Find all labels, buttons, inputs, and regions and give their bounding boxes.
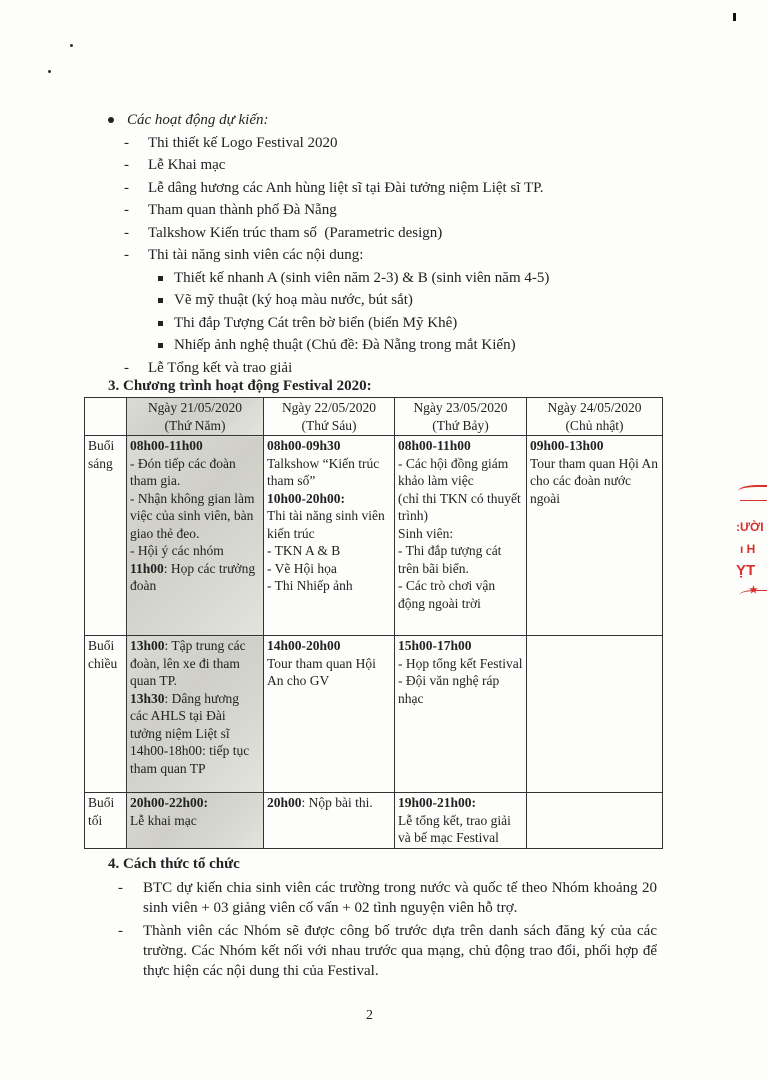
schedule-entry bbox=[267, 455, 391, 490]
morning-row bbox=[85, 436, 663, 636]
session-label: Buổi sáng bbox=[85, 436, 127, 636]
stamp-text: ı H bbox=[740, 542, 756, 556]
schedule-text: - Thi đắp tượng cát trên bãi biển. bbox=[398, 543, 502, 576]
schedule-time: 08h00-09h30 bbox=[267, 438, 341, 453]
evening-row bbox=[85, 793, 663, 849]
schedule-entry bbox=[398, 455, 523, 490]
schedule-cell bbox=[527, 436, 663, 636]
talent-subitem: Nhiếp ảnh nghệ thuật (Chủ đề: Đà Nẵng trong mắt Kiến) bbox=[158, 334, 549, 357]
schedule-entry bbox=[398, 490, 523, 525]
schedule-time: 10h00-20h00: bbox=[267, 490, 346, 506]
schedule-entry bbox=[130, 490, 260, 543]
schedule-time: 09h00-13h00 bbox=[530, 438, 604, 453]
stamp-ring bbox=[738, 485, 767, 497]
session-label: Buổi chiều bbox=[85, 636, 127, 793]
schedule-time: 20h00-22h00: bbox=[130, 795, 209, 810]
schedule-time: 20h00 bbox=[267, 795, 302, 810]
schedule-text: Sinh viên: bbox=[398, 525, 454, 541]
scan-speck bbox=[48, 70, 51, 73]
activity-item: - Talkshow Kiến trúc tham số (Parametric design) bbox=[124, 222, 549, 245]
schedule-entry bbox=[530, 455, 659, 508]
schedule-text: Talkshow “Kiến trúc tham số” bbox=[267, 455, 380, 488]
schedule-entry bbox=[267, 560, 391, 578]
talent-subitem: Vẽ mỹ thuật (ký hoạ màu nước, bút sắt) bbox=[158, 289, 549, 312]
schedule-entry bbox=[398, 525, 523, 543]
schedule-header-row bbox=[85, 398, 663, 436]
session-label: Buổi tối bbox=[85, 793, 127, 849]
schedule-text: - Vẽ Hội họa bbox=[267, 560, 337, 576]
schedule-text: 14h00-18h00: tiếp tục tham quan TP bbox=[130, 743, 250, 776]
schedule-text: : Họp các trưởng đoàn bbox=[130, 560, 256, 593]
header-day: (Chủ nhật) bbox=[565, 417, 624, 433]
schedule-text: - Đội văn nghệ ráp nhạc bbox=[398, 673, 500, 706]
schedule-entry bbox=[530, 437, 659, 455]
schedule-entry bbox=[130, 794, 260, 812]
schedule-body bbox=[85, 436, 663, 849]
section-3-title: 3. Chương trình hoạt động Festival 2020: bbox=[108, 378, 372, 394]
schedule-text: (chỉ thi TKN có thuyết trình) bbox=[398, 490, 521, 523]
scan-speck bbox=[70, 44, 73, 47]
section-4-title: 4. Cách thức tổ chức bbox=[108, 856, 240, 872]
header-date: Ngày 23/05/2020 bbox=[413, 400, 508, 415]
schedule-time: 13h30 bbox=[130, 690, 165, 706]
schedule-entry bbox=[267, 637, 391, 655]
header-date: Ngày 21/05/2020 bbox=[147, 400, 243, 415]
planned-activities bbox=[108, 109, 549, 379]
activity-item bbox=[124, 244, 549, 357]
schedule-entry bbox=[398, 577, 523, 612]
schedule-entry bbox=[267, 542, 391, 560]
schedule-cell bbox=[264, 636, 395, 793]
schedule-cell bbox=[264, 436, 395, 636]
schedule-entry bbox=[398, 637, 523, 655]
schedule-time: 08h00-11h00 bbox=[130, 438, 203, 453]
scan-mark bbox=[733, 13, 736, 21]
schedule-entry bbox=[130, 637, 260, 690]
schedule-entry bbox=[398, 655, 523, 673]
schedule-entry bbox=[398, 812, 523, 847]
header-day: (Thứ Bảy) bbox=[432, 417, 489, 433]
schedule-cell bbox=[127, 636, 264, 793]
corner-cell bbox=[85, 398, 127, 436]
schedule-entry bbox=[130, 542, 260, 560]
schedule-cell bbox=[395, 793, 527, 849]
schedule-text: - Đón tiếp các đoàn tham gia. bbox=[130, 455, 236, 488]
afternoon-row bbox=[85, 636, 663, 793]
schedule-text: : Dâng hương các AHLS tại Đài tưởng niệm Liệt sĩ bbox=[130, 690, 239, 741]
schedule-cell bbox=[395, 636, 527, 793]
schedule-time: 13h00 bbox=[130, 638, 165, 653]
talent-subitem: Thiết kế nhanh A (sinh viên năm 2-3) & B (sinh viên năm 4-5) bbox=[158, 267, 549, 290]
schedule-entry bbox=[398, 672, 523, 707]
activity-item: - Lễ Tổng kết và trao giải bbox=[124, 357, 549, 380]
schedule-time: 11h00 bbox=[130, 560, 164, 576]
schedule-entry bbox=[398, 437, 523, 455]
schedule-text: - Nhận không gian làm việc của sinh viên, bàn giao thẻ đeo. bbox=[130, 490, 255, 541]
activities-heading bbox=[108, 109, 549, 132]
schedule-cell bbox=[127, 793, 264, 849]
schedule-time: 14h00-20h00 bbox=[267, 638, 341, 653]
activity-item: - Tham quan thành phố Đà Nẵng bbox=[124, 199, 549, 222]
date-header bbox=[527, 398, 663, 436]
schedule-time: 15h00-17h00 bbox=[398, 638, 472, 653]
header-date: Ngày 22/05/2020 bbox=[281, 400, 377, 415]
activity-item: - Lễ Khai mạc bbox=[124, 154, 549, 177]
schedule-text: Tour tham quan Hội An cho GV bbox=[267, 655, 376, 688]
schedule-text: - Các hội đồng giám khảo làm việc bbox=[398, 455, 509, 488]
schedule-entry bbox=[130, 455, 260, 490]
stamp-text: :ƯỜI bbox=[736, 520, 764, 534]
schedule-entry bbox=[130, 812, 260, 830]
organization-item: - BTC dự kiến chia sinh viên các trường trong nước và quốc tế theo Nhóm khoảng 20 sinh viên + 03 giảng viên cố vấn + 02 tình nguyện viên hỗ trợ. bbox=[112, 878, 657, 918]
header-day: (Thứ Năm) bbox=[164, 417, 226, 433]
organization-item: - Thành viên các Nhóm sẽ được công bố trước dựa trên danh sách đăng ký của các trường. Các Nhóm kết nối với nhau trước qua mạng, chủ động trao đổi, phối hợp để thực hiện các nội dung thi của Festival. bbox=[112, 921, 657, 981]
schedule-entry bbox=[267, 490, 391, 508]
activity-item: - Thi thiết kế Logo Festival 2020 bbox=[124, 132, 549, 155]
stamp-text: ỴT bbox=[736, 562, 756, 579]
schedule-text: - Thi Nhiếp ảnh bbox=[267, 578, 353, 593]
schedule-text: Lễ tổng kết, trao giải và bế mạc Festival bbox=[398, 812, 511, 845]
schedule-cell bbox=[127, 436, 264, 636]
activities-heading-text: Các hoạt động dự kiến: bbox=[127, 112, 269, 128]
header-day: (Thứ Sáu) bbox=[301, 417, 357, 433]
schedule-entry bbox=[267, 507, 391, 542]
date-header bbox=[264, 398, 395, 436]
date-header bbox=[395, 398, 527, 436]
schedule-text: - Các trò chơi vận động ngoài trời bbox=[398, 578, 496, 611]
schedule-entry bbox=[398, 794, 523, 812]
round-bullet-icon bbox=[108, 117, 114, 123]
talent-subitem: Thi đắp Tượng Cát trên bờ biển (biển Mỹ Khê) bbox=[158, 312, 549, 335]
schedule-entry bbox=[130, 690, 260, 743]
schedule-text: Thi tài năng sinh viên kiến trúc bbox=[267, 508, 385, 541]
schedule-text: - Hội ý các nhóm bbox=[130, 543, 224, 558]
schedule-cell bbox=[264, 793, 395, 849]
schedule-entry bbox=[267, 437, 391, 455]
schedule-entry bbox=[130, 437, 260, 455]
header-date: Ngày 24/05/2020 bbox=[547, 400, 642, 415]
schedule-entry bbox=[130, 742, 260, 777]
schedule-entry bbox=[130, 560, 260, 595]
schedule-text: - TKN A & B bbox=[267, 543, 341, 558]
star-icon: ★ bbox=[749, 585, 758, 596]
organization-list bbox=[112, 878, 657, 984]
schedule-cell bbox=[527, 636, 663, 793]
festival-schedule-table bbox=[84, 397, 663, 849]
schedule-entry bbox=[267, 577, 391, 595]
schedule-entry bbox=[267, 655, 391, 690]
schedule-cell bbox=[395, 436, 527, 636]
red-seal-stamp bbox=[734, 480, 767, 615]
schedule-time: 08h00-11h00 bbox=[398, 438, 471, 453]
activity-item-text: Thi tài năng sinh viên các nội dung: bbox=[148, 247, 364, 263]
activity-item: - Lễ dâng hương các Anh hùng liệt sĩ tại Đài tưởng niệm Liệt sĩ TP. bbox=[124, 177, 549, 200]
schedule-text: Lễ khai mạc bbox=[130, 812, 197, 828]
talent-sublist bbox=[148, 267, 549, 357]
schedule-entry bbox=[267, 794, 391, 812]
schedule-time: 19h00-21h00: bbox=[398, 795, 477, 810]
schedule-entry bbox=[398, 542, 523, 577]
stamp-ring bbox=[740, 500, 767, 501]
activities-list bbox=[108, 132, 549, 380]
schedule-text: : Tập trung các đoàn, lên xe đi tham quan TP. bbox=[130, 638, 246, 688]
date-header bbox=[127, 398, 264, 436]
schedule-text: - Họp tổng kết Festival bbox=[398, 655, 523, 671]
schedule-text: : Nộp bài thi. bbox=[301, 795, 373, 810]
schedule-text: Tour tham quan Hội An cho các đoàn nước ngoài bbox=[530, 455, 659, 506]
schedule-cell bbox=[527, 793, 663, 849]
page-number: 2 bbox=[366, 1008, 373, 1023]
